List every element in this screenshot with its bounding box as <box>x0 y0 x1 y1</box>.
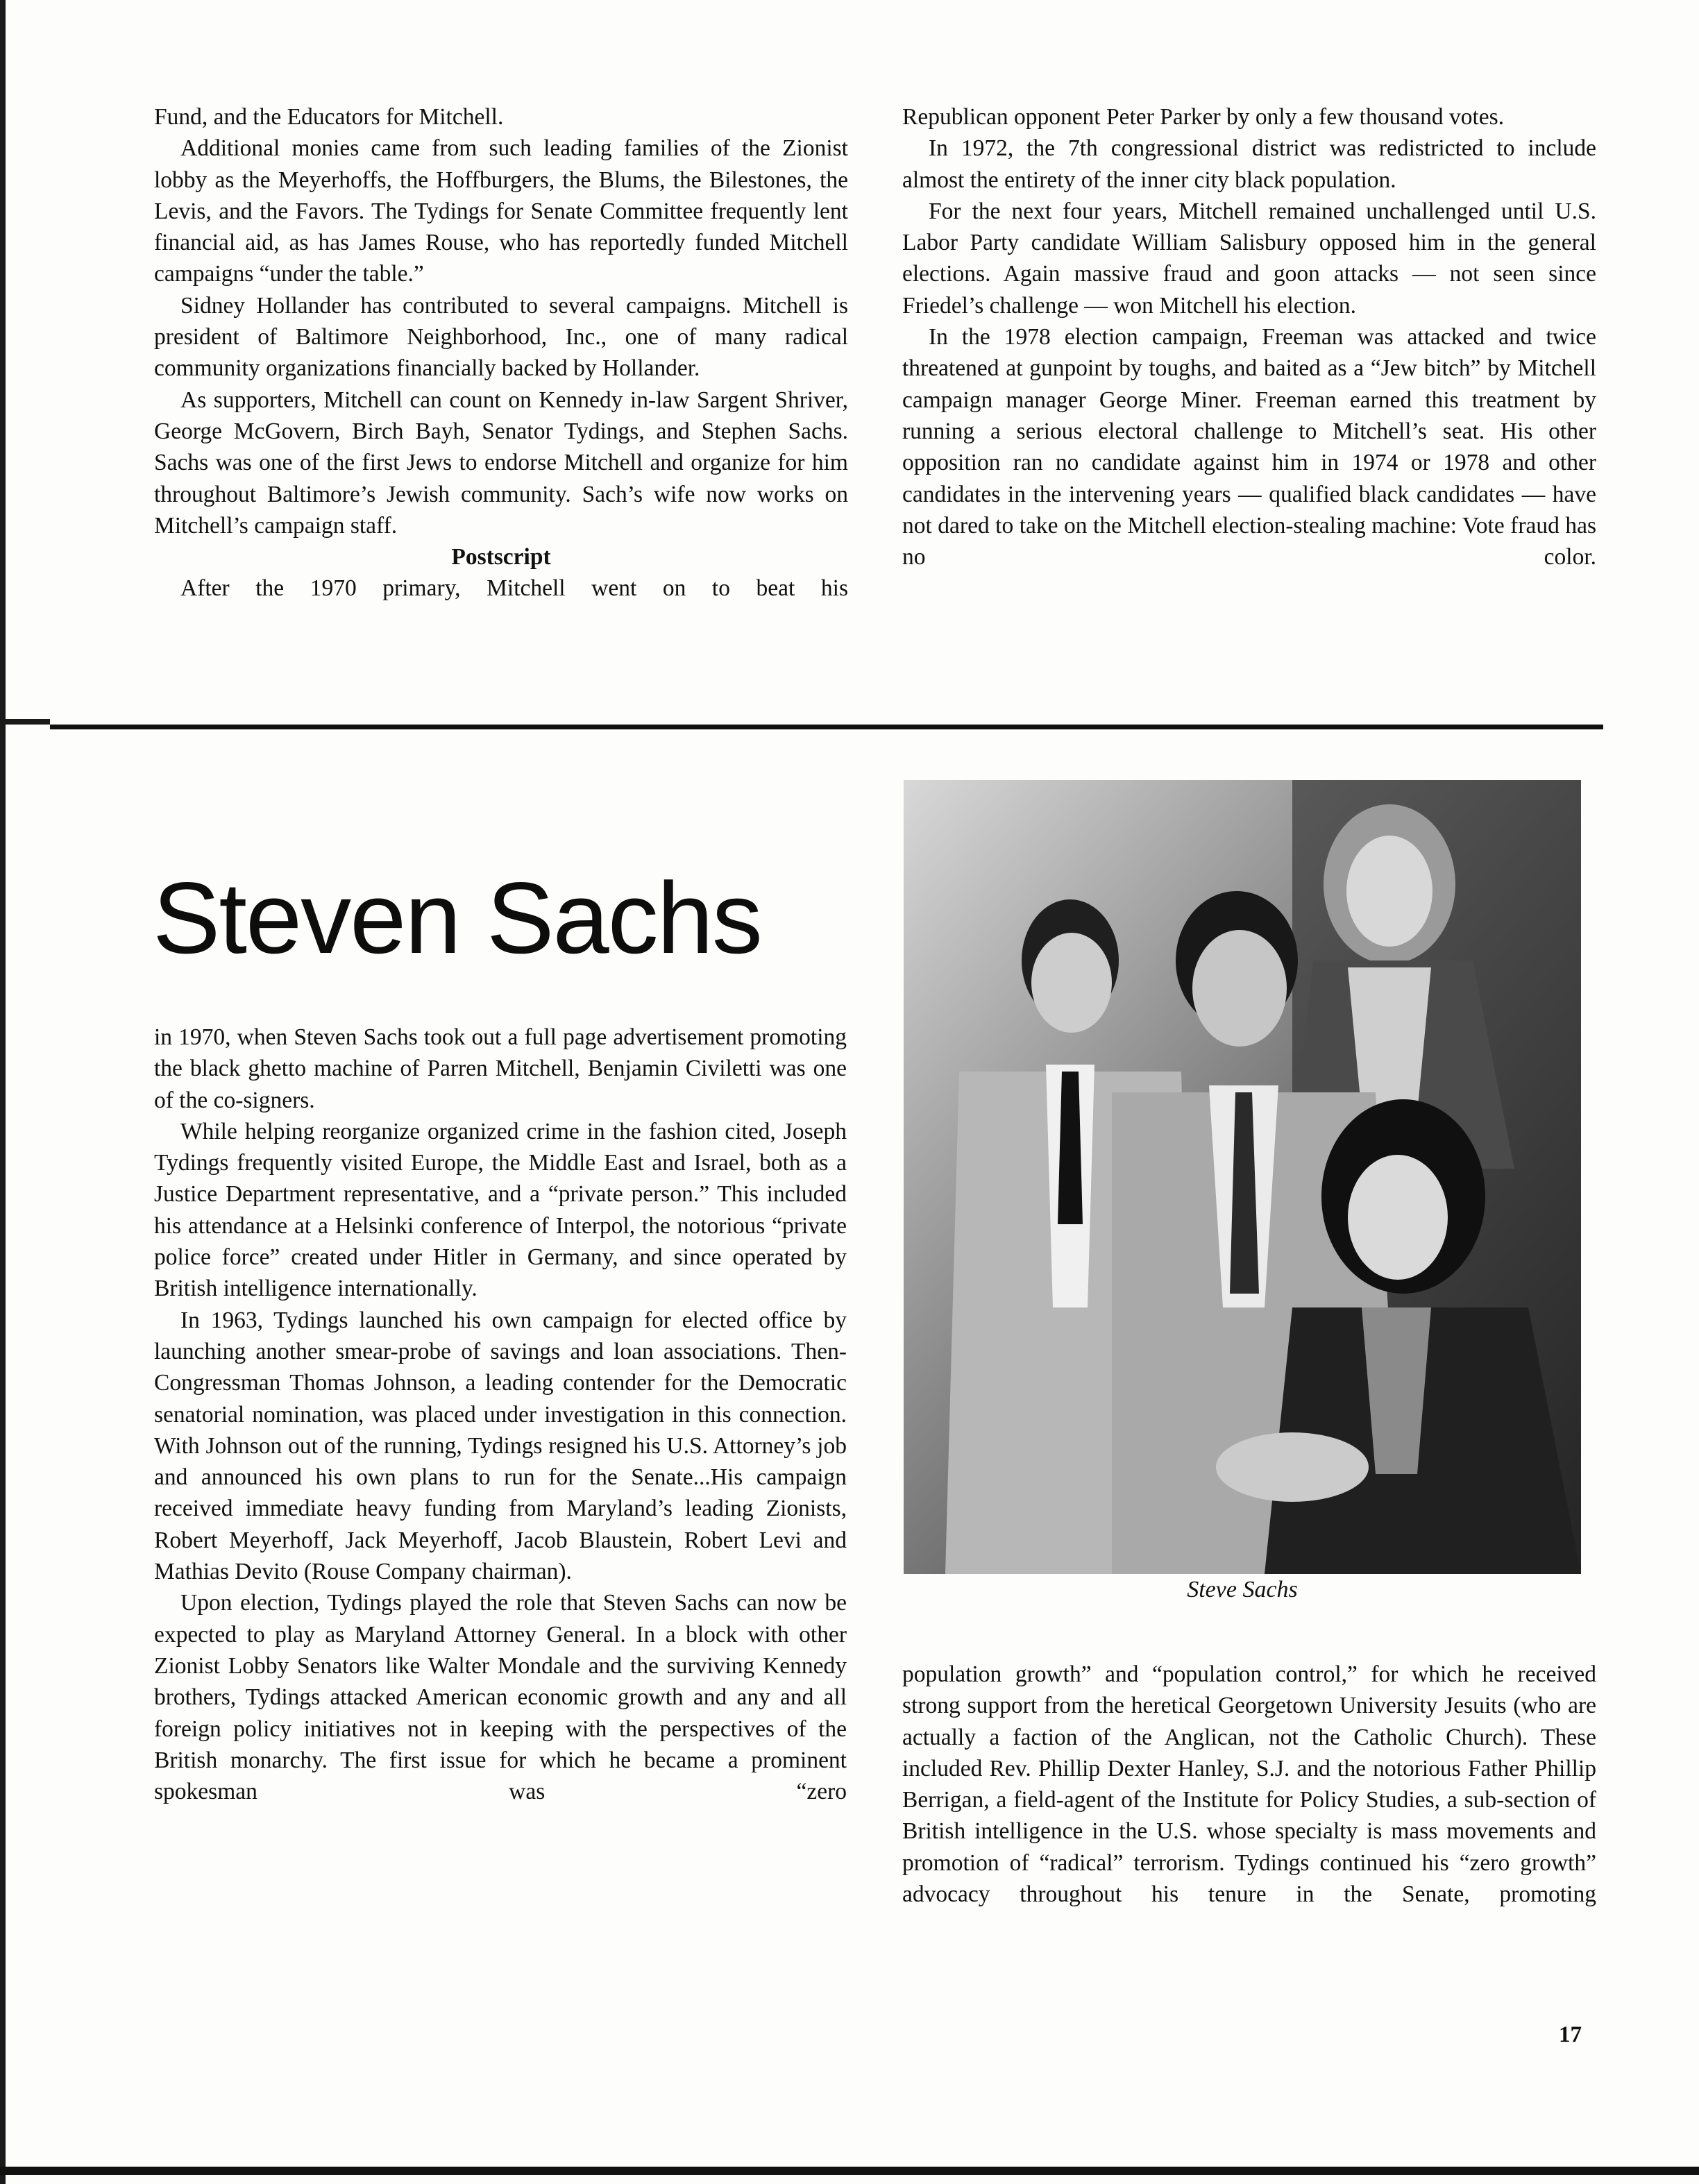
page-edge-tick <box>0 719 50 725</box>
page-edge-left <box>0 0 6 2184</box>
paragraph: Republican opponent Peter Parker by only a few thousand votes. <box>902 104 1505 130</box>
page-number: 17 <box>1559 2022 1582 2047</box>
section-divider-rule <box>50 725 1603 729</box>
postscript-heading: Postscript <box>451 544 551 570</box>
paragraph: In 1963, Tydings launched his own campaign for elected office by launching another smear-probe of savings and loan associations. Then-Congressman Thomas Johnson, a leading contender for the Democratic senatorial nomination, was placed under investigation in this connection. With Johnson out of the running, Tydings resigned his U.S. Attorney’s job and announced his own plans to run for the Senate...His campaign received immediate heavy funding from Maryland’s leading Zionists, Robert Meyerhoff, Jack Meyerhoff, Jacob Blaustein, Robert Levi and Mathias Devito (Rouse Company chairman). <box>154 1307 847 1585</box>
paragraph: Additional monies came from such leading families of the Zionist lobby as the Meyerhoffs, the Hoffburgers, the Blums, the Bilestones, the Levis, and the Favors. The Tydings for Senate Committee frequently lent financial aid, as has James Rouse, who has reportedly funded Mitchell campaigns “under the table.” <box>154 135 848 287</box>
paragraph: In the 1978 election campaign, Freeman was attacked and twice threatened at gunpoint by toughs, and baited as a “Jew bitch” by Mitchell campaign manager George Miner. Freeman earned this treatment by running a serious electoral challenge to Mitchell’s seat. His other opposition ran no candidate against him in 1974 or 1978 and other candidates in the intervening years — qualified black candidates — have not dared to take on the Mitchell election-stealing machine: Vote fraud has no color. <box>902 324 1596 570</box>
paragraph: Fund, and the Educators for Mitchell. <box>154 104 504 130</box>
paragraph: population growth” and “population control,” for which he received strong support from the heretical Georgetown University Jesuits (who are actually a faction of the Anglican, not the Catholic Church). These included Rev. Phillip Dexter Hanley, S.J. and the notorious Father Phillip Berrigan, a field-agent of the Institute for Policy Studies, a sub-section of British intelligence in the U.S. whose specialty is mass movements and promotion of “radical” terrorism. Tydings continued his “zero growth” advocacy throughout his tenure in the Senate, promoting <box>902 1661 1596 1908</box>
paragraph: in 1970, when Steven Sachs took out a full page advertisement promoting the black ghetto machine of Parren Mitchell, Benjamin Civiletti was one of the co-signers. <box>154 1024 847 1113</box>
photo-caption: Steve Sachs <box>1187 1577 1298 1602</box>
paragraph: Sidney Hollander has contributed to several campaigns. Mitchell is president of Baltimore Neighborhood, Inc., one of many radical community organizations financially backed by Hollander. <box>154 292 848 382</box>
family-photo-illustration <box>904 780 1581 1574</box>
article-column-bottom-left <box>154 1022 847 1807</box>
paragraph: In 1972, the 7th congressional district was redistricted to include almost the entirety of the inner city black population. <box>902 135 1596 193</box>
article-column-bottom-right <box>902 1659 1596 1910</box>
paragraph: After the 1970 primary, Mitchell went on to beat his <box>180 575 848 602</box>
paragraph: While helping reorganize organized crime in the fashion cited, Joseph Tydings frequently visited Europe, the Middle East and Israel, both as a Justice Department representative, and a “private person.” This included his attendance at a Helsinki conference of Interpol, the notorious “private police force” created under Hitler in Germany, and since operated by British intelligence internationally. <box>154 1118 847 1302</box>
paragraph: As supporters, Mitchell can count on Kennedy in-law Sargent Shriver, George McGovern, Birch Bayh, Senator Tydings, and Stephen Sachs. Sachs was one of the first Jews to endorse Mitchell and organize for him throughout Baltimore’s Jewish community. Sach’s wife now works on Mitchell’s campaign staff. <box>154 387 848 539</box>
page-bottom-rule <box>0 2167 1699 2175</box>
article-column-top-right <box>902 101 1596 573</box>
article-column-top-left <box>154 101 848 604</box>
paragraph: For the next four years, Mitchell remained unchallenged until U.S. Labor Party candidate William Salisbury opposed him in the general elections. Again massive fraud and goon attacks — not seen since Friedel’s challenge — won Mitchell his election. <box>902 198 1596 319</box>
paragraph: Upon election, Tydings played the role that Steven Sachs can now be expected to play as Maryland Attorney General. In a block with other Zionist Lobby Senators like Walter Mondale and the surviving Kennedy brothers, Tydings attacked American economic growth and any and all foreign policy initiatives not in keeping with the perspectives of the British monarchy. The first issue for which he became a prominent spokesman was “zero <box>154 1590 847 1805</box>
headline: Steven Sachs <box>153 861 761 974</box>
family-photo <box>904 780 1581 1574</box>
